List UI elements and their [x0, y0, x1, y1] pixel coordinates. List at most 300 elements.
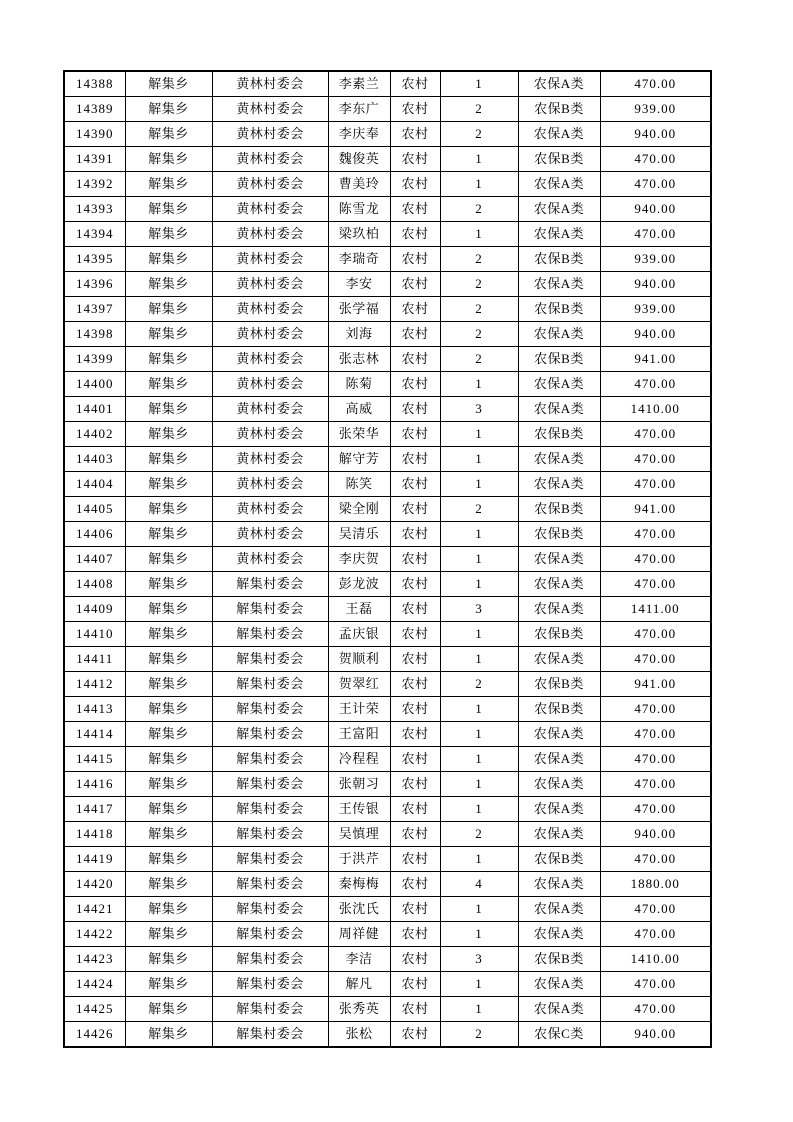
table-row: [64, 1022, 711, 1048]
cell-person-count: 3: [440, 397, 518, 422]
cell-amount: 940.00: [600, 1022, 711, 1048]
cell-person-count: 3: [440, 597, 518, 622]
cell-village-committee: 解集村委会: [212, 847, 328, 872]
cell-record-id: 14422: [64, 922, 125, 947]
cell-person-name: 张志林: [328, 347, 390, 372]
cell-person-count: 2: [440, 347, 518, 372]
cell-residence-type: 农村: [390, 922, 440, 947]
table-row: [64, 147, 711, 172]
cell-person-count: 1: [440, 447, 518, 472]
table-row: [64, 897, 711, 922]
cell-residence-type: 农村: [390, 447, 440, 472]
cell-insurance-category: 农保A类: [518, 722, 600, 747]
cell-record-id: 14388: [64, 71, 125, 97]
cell-residence-type: 农村: [390, 71, 440, 97]
cell-record-id: 14426: [64, 1022, 125, 1048]
cell-township: 解集乡: [125, 272, 212, 297]
cell-record-id: 14419: [64, 847, 125, 872]
cell-township: 解集乡: [125, 947, 212, 972]
cell-person-name: 李东广: [328, 97, 390, 122]
cell-township: 解集乡: [125, 572, 212, 597]
cell-residence-type: 农村: [390, 1022, 440, 1048]
cell-amount: 470.00: [600, 372, 711, 397]
cell-person-name: 陈雪龙: [328, 197, 390, 222]
cell-residence-type: 农村: [390, 747, 440, 772]
cell-village-committee: 黄林村委会: [212, 422, 328, 447]
table-row: [64, 572, 711, 597]
cell-township: 解集乡: [125, 347, 212, 372]
cell-residence-type: 农村: [390, 897, 440, 922]
cell-record-id: 14391: [64, 147, 125, 172]
cell-record-id: 14397: [64, 297, 125, 322]
cell-amount: 470.00: [600, 772, 711, 797]
cell-person-count: 1: [440, 797, 518, 822]
cell-township: 解集乡: [125, 172, 212, 197]
cell-amount: 940.00: [600, 822, 711, 847]
cell-person-name: 高威: [328, 397, 390, 422]
cell-village-committee: 黄林村委会: [212, 97, 328, 122]
table-row: [64, 222, 711, 247]
cell-amount: 941.00: [600, 497, 711, 522]
cell-insurance-category: 农保A类: [518, 972, 600, 997]
cell-record-id: 14403: [64, 447, 125, 472]
cell-record-id: 14412: [64, 672, 125, 697]
cell-insurance-category: 农保B类: [518, 97, 600, 122]
cell-person-name: 贺翠红: [328, 672, 390, 697]
cell-village-committee: 解集村委会: [212, 647, 328, 672]
table-row: [64, 647, 711, 672]
cell-record-id: 14394: [64, 222, 125, 247]
cell-amount: 939.00: [600, 247, 711, 272]
cell-village-committee: 解集村委会: [212, 672, 328, 697]
table-row: [64, 497, 711, 522]
cell-residence-type: 农村: [390, 372, 440, 397]
cell-person-count: 1: [440, 972, 518, 997]
cell-person-count: 2: [440, 97, 518, 122]
table-row: [64, 172, 711, 197]
cell-village-committee: 黄林村委会: [212, 247, 328, 272]
cell-amount: 1410.00: [600, 397, 711, 422]
cell-insurance-category: 农保A类: [518, 397, 600, 422]
cell-record-id: 14416: [64, 772, 125, 797]
cell-person-count: 1: [440, 222, 518, 247]
table-row: [64, 622, 711, 647]
cell-record-id: 14389: [64, 97, 125, 122]
table-row: [64, 197, 711, 222]
cell-amount: 470.00: [600, 472, 711, 497]
cell-insurance-category: 农保A类: [518, 71, 600, 97]
table-row: [64, 247, 711, 272]
cell-record-id: 14408: [64, 572, 125, 597]
cell-person-count: 1: [440, 647, 518, 672]
cell-record-id: 14395: [64, 247, 125, 272]
cell-insurance-category: 农保A类: [518, 122, 600, 147]
cell-township: 解集乡: [125, 747, 212, 772]
table-row: [64, 272, 711, 297]
cell-person-count: 1: [440, 472, 518, 497]
cell-village-committee: 解集村委会: [212, 947, 328, 972]
cell-person-count: 1: [440, 422, 518, 447]
cell-person-name: 王计荣: [328, 697, 390, 722]
cell-person-count: 2: [440, 672, 518, 697]
cell-insurance-category: 农保A类: [518, 322, 600, 347]
cell-township: 解集乡: [125, 447, 212, 472]
cell-village-committee: 黄林村委会: [212, 322, 328, 347]
table-row: [64, 997, 711, 1022]
cell-record-id: 14396: [64, 272, 125, 297]
cell-person-count: 2: [440, 197, 518, 222]
cell-insurance-category: 农保A类: [518, 772, 600, 797]
cell-insurance-category: 农保B类: [518, 422, 600, 447]
cell-residence-type: 农村: [390, 147, 440, 172]
payout-table-body: [64, 71, 711, 1047]
cell-insurance-category: 农保A类: [518, 272, 600, 297]
cell-person-count: 2: [440, 1022, 518, 1048]
table-row: [64, 922, 711, 947]
table-row: [64, 297, 711, 322]
cell-record-id: 14398: [64, 322, 125, 347]
table-row: [64, 347, 711, 372]
cell-person-name: 陈笑: [328, 472, 390, 497]
cell-village-committee: 黄林村委会: [212, 522, 328, 547]
cell-amount: 470.00: [600, 447, 711, 472]
table-row: [64, 697, 711, 722]
cell-amount: 1410.00: [600, 947, 711, 972]
cell-township: 解集乡: [125, 122, 212, 147]
cell-insurance-category: 农保A类: [518, 572, 600, 597]
cell-township: 解集乡: [125, 922, 212, 947]
cell-residence-type: 农村: [390, 197, 440, 222]
cell-amount: 1880.00: [600, 872, 711, 897]
cell-record-id: 14411: [64, 647, 125, 672]
cell-residence-type: 农村: [390, 547, 440, 572]
cell-person-name: 梁全刚: [328, 497, 390, 522]
cell-person-count: 3: [440, 947, 518, 972]
cell-village-committee: 黄林村委会: [212, 397, 328, 422]
table-row: [64, 397, 711, 422]
cell-insurance-category: 农保A类: [518, 872, 600, 897]
cell-amount: 470.00: [600, 922, 711, 947]
cell-person-count: 1: [440, 997, 518, 1022]
cell-village-committee: 黄林村委会: [212, 447, 328, 472]
cell-township: 解集乡: [125, 297, 212, 322]
cell-person-count: 1: [440, 71, 518, 97]
cell-person-count: 1: [440, 522, 518, 547]
cell-person-name: 彭龙波: [328, 572, 390, 597]
table-row: [64, 547, 711, 572]
cell-township: 解集乡: [125, 397, 212, 422]
cell-record-id: 14393: [64, 197, 125, 222]
cell-residence-type: 农村: [390, 247, 440, 272]
cell-amount: 470.00: [600, 422, 711, 447]
cell-record-id: 14421: [64, 897, 125, 922]
cell-insurance-category: 农保B类: [518, 622, 600, 647]
cell-township: 解集乡: [125, 247, 212, 272]
cell-insurance-category: 农保A类: [518, 172, 600, 197]
cell-amount: 941.00: [600, 672, 711, 697]
cell-record-id: 14406: [64, 522, 125, 547]
cell-person-count: 2: [440, 247, 518, 272]
cell-amount: 470.00: [600, 172, 711, 197]
cell-residence-type: 农村: [390, 722, 440, 747]
cell-amount: 470.00: [600, 897, 711, 922]
cell-village-committee: 解集村委会: [212, 772, 328, 797]
cell-record-id: 14392: [64, 172, 125, 197]
cell-person-count: 1: [440, 547, 518, 572]
table-row: [64, 122, 711, 147]
cell-person-name: 王传银: [328, 797, 390, 822]
cell-person-count: 1: [440, 147, 518, 172]
table-row: [64, 447, 711, 472]
cell-village-committee: 黄林村委会: [212, 147, 328, 172]
cell-person-count: 4: [440, 872, 518, 897]
table-row: [64, 672, 711, 697]
cell-amount: 470.00: [600, 547, 711, 572]
table-row: [64, 847, 711, 872]
cell-amount: 939.00: [600, 97, 711, 122]
cell-person-count: 1: [440, 922, 518, 947]
cell-amount: 940.00: [600, 322, 711, 347]
cell-residence-type: 农村: [390, 322, 440, 347]
cell-village-committee: 黄林村委会: [212, 197, 328, 222]
cell-person-name: 李洁: [328, 947, 390, 972]
table-row: [64, 422, 711, 447]
cell-record-id: 14420: [64, 872, 125, 897]
cell-insurance-category: 农保A类: [518, 922, 600, 947]
cell-person-name: 张秀英: [328, 997, 390, 1022]
cell-township: 解集乡: [125, 822, 212, 847]
cell-amount: 470.00: [600, 622, 711, 647]
cell-insurance-category: 农保A类: [518, 597, 600, 622]
cell-residence-type: 农村: [390, 472, 440, 497]
cell-township: 解集乡: [125, 672, 212, 697]
cell-insurance-category: 农保A类: [518, 647, 600, 672]
cell-village-committee: 解集村委会: [212, 622, 328, 647]
cell-person-count: 1: [440, 772, 518, 797]
cell-amount: 470.00: [600, 847, 711, 872]
cell-residence-type: 农村: [390, 822, 440, 847]
cell-person-count: 1: [440, 622, 518, 647]
cell-insurance-category: 农保B类: [518, 847, 600, 872]
cell-village-committee: 黄林村委会: [212, 372, 328, 397]
cell-residence-type: 农村: [390, 772, 440, 797]
cell-person-count: 1: [440, 172, 518, 197]
cell-village-committee: 解集村委会: [212, 1022, 328, 1048]
cell-township: 解集乡: [125, 622, 212, 647]
cell-township: 解集乡: [125, 797, 212, 822]
cell-residence-type: 农村: [390, 172, 440, 197]
cell-insurance-category: 农保B类: [518, 497, 600, 522]
cell-residence-type: 农村: [390, 97, 440, 122]
cell-person-name: 吴清乐: [328, 522, 390, 547]
cell-insurance-category: 农保B类: [518, 672, 600, 697]
cell-insurance-category: 农保B类: [518, 947, 600, 972]
cell-residence-type: 农村: [390, 697, 440, 722]
cell-township: 解集乡: [125, 422, 212, 447]
cell-township: 解集乡: [125, 147, 212, 172]
cell-amount: 470.00: [600, 997, 711, 1022]
table-row: [64, 71, 711, 97]
cell-village-committee: 黄林村委会: [212, 297, 328, 322]
table-row: [64, 597, 711, 622]
cell-record-id: 14401: [64, 397, 125, 422]
cell-person-count: 1: [440, 372, 518, 397]
table-row: [64, 372, 711, 397]
cell-township: 解集乡: [125, 972, 212, 997]
cell-residence-type: 农村: [390, 947, 440, 972]
cell-insurance-category: 农保A类: [518, 472, 600, 497]
cell-residence-type: 农村: [390, 622, 440, 647]
cell-insurance-category: 农保A类: [518, 447, 600, 472]
cell-person-name: 李瑞奇: [328, 247, 390, 272]
cell-residence-type: 农村: [390, 347, 440, 372]
cell-insurance-category: 农保A类: [518, 822, 600, 847]
cell-residence-type: 农村: [390, 397, 440, 422]
cell-residence-type: 农村: [390, 522, 440, 547]
cell-residence-type: 农村: [390, 597, 440, 622]
cell-township: 解集乡: [125, 772, 212, 797]
cell-village-committee: 解集村委会: [212, 597, 328, 622]
cell-record-id: 14425: [64, 997, 125, 1022]
cell-person-count: 2: [440, 322, 518, 347]
cell-village-committee: 解集村委会: [212, 572, 328, 597]
table-row: [64, 722, 711, 747]
cell-village-committee: 黄林村委会: [212, 347, 328, 372]
cell-township: 解集乡: [125, 322, 212, 347]
table-row: [64, 97, 711, 122]
table-row: [64, 872, 711, 897]
cell-record-id: 14414: [64, 722, 125, 747]
table-row: [64, 822, 711, 847]
cell-township: 解集乡: [125, 847, 212, 872]
cell-person-count: 2: [440, 122, 518, 147]
cell-township: 解集乡: [125, 197, 212, 222]
cell-residence-type: 农村: [390, 497, 440, 522]
cell-amount: 470.00: [600, 797, 711, 822]
cell-person-name: 解凡: [328, 972, 390, 997]
cell-person-name: 吴慎理: [328, 822, 390, 847]
cell-insurance-category: 农保A类: [518, 547, 600, 572]
cell-record-id: 14410: [64, 622, 125, 647]
cell-record-id: 14404: [64, 472, 125, 497]
cell-insurance-category: 农保A类: [518, 997, 600, 1022]
cell-person-name: 张朝习: [328, 772, 390, 797]
cell-person-name: 张荣华: [328, 422, 390, 447]
cell-person-count: 2: [440, 272, 518, 297]
cell-township: 解集乡: [125, 597, 212, 622]
cell-residence-type: 农村: [390, 647, 440, 672]
cell-village-committee: 解集村委会: [212, 722, 328, 747]
table-row: [64, 522, 711, 547]
cell-person-name: 秦梅梅: [328, 872, 390, 897]
table-row: [64, 747, 711, 772]
cell-person-count: 2: [440, 297, 518, 322]
cell-insurance-category: 农保A类: [518, 797, 600, 822]
cell-amount: 470.00: [600, 222, 711, 247]
cell-person-name: 周祥健: [328, 922, 390, 947]
table-row: [64, 972, 711, 997]
cell-insurance-category: 农保A类: [518, 222, 600, 247]
cell-village-committee: 解集村委会: [212, 697, 328, 722]
table-row: [64, 322, 711, 347]
cell-person-name: 张松: [328, 1022, 390, 1048]
cell-village-committee: 解集村委会: [212, 897, 328, 922]
cell-amount: 470.00: [600, 972, 711, 997]
cell-amount: 470.00: [600, 697, 711, 722]
cell-village-committee: 解集村委会: [212, 822, 328, 847]
cell-township: 解集乡: [125, 647, 212, 672]
cell-insurance-category: 农保B类: [518, 147, 600, 172]
cell-village-committee: 解集村委会: [212, 872, 328, 897]
cell-township: 解集乡: [125, 497, 212, 522]
cell-person-count: 2: [440, 822, 518, 847]
cell-amount: 941.00: [600, 347, 711, 372]
cell-amount: 470.00: [600, 71, 711, 97]
cell-residence-type: 农村: [390, 997, 440, 1022]
payout-table: [63, 70, 712, 1048]
cell-township: 解集乡: [125, 897, 212, 922]
cell-amount: 470.00: [600, 522, 711, 547]
cell-residence-type: 农村: [390, 672, 440, 697]
cell-person-name: 冷程程: [328, 747, 390, 772]
cell-village-committee: 解集村委会: [212, 747, 328, 772]
cell-person-name: 刘海: [328, 322, 390, 347]
cell-residence-type: 农村: [390, 422, 440, 447]
cell-residence-type: 农村: [390, 797, 440, 822]
cell-person-count: 1: [440, 697, 518, 722]
cell-village-committee: 解集村委会: [212, 797, 328, 822]
cell-residence-type: 农村: [390, 272, 440, 297]
cell-amount: 470.00: [600, 147, 711, 172]
cell-person-name: 解守芳: [328, 447, 390, 472]
cell-township: 解集乡: [125, 97, 212, 122]
cell-village-committee: 黄林村委会: [212, 122, 328, 147]
cell-person-count: 2: [440, 497, 518, 522]
cell-amount: 1411.00: [600, 597, 711, 622]
cell-record-id: 14400: [64, 372, 125, 397]
cell-village-committee: 解集村委会: [212, 922, 328, 947]
cell-amount: 939.00: [600, 297, 711, 322]
cell-residence-type: 农村: [390, 872, 440, 897]
cell-person-name: 张沈氏: [328, 897, 390, 922]
cell-amount: 940.00: [600, 122, 711, 147]
table-row: [64, 472, 711, 497]
cell-record-id: 14424: [64, 972, 125, 997]
cell-record-id: 14415: [64, 747, 125, 772]
cell-residence-type: 农村: [390, 122, 440, 147]
cell-person-name: 梁玖柏: [328, 222, 390, 247]
cell-village-committee: 黄林村委会: [212, 547, 328, 572]
cell-insurance-category: 农保B类: [518, 247, 600, 272]
cell-record-id: 14418: [64, 822, 125, 847]
cell-amount: 470.00: [600, 747, 711, 772]
cell-person-name: 王富阳: [328, 722, 390, 747]
cell-village-committee: 黄林村委会: [212, 222, 328, 247]
cell-township: 解集乡: [125, 997, 212, 1022]
cell-record-id: 14402: [64, 422, 125, 447]
cell-insurance-category: 农保A类: [518, 897, 600, 922]
cell-record-id: 14417: [64, 797, 125, 822]
cell-village-committee: 黄林村委会: [212, 71, 328, 97]
cell-person-name: 曹美玲: [328, 172, 390, 197]
cell-person-count: 1: [440, 847, 518, 872]
cell-insurance-category: 农保C类: [518, 1022, 600, 1048]
cell-person-name: 王磊: [328, 597, 390, 622]
cell-township: 解集乡: [125, 547, 212, 572]
cell-person-name: 李安: [328, 272, 390, 297]
cell-person-name: 李庆贺: [328, 547, 390, 572]
cell-residence-type: 农村: [390, 847, 440, 872]
